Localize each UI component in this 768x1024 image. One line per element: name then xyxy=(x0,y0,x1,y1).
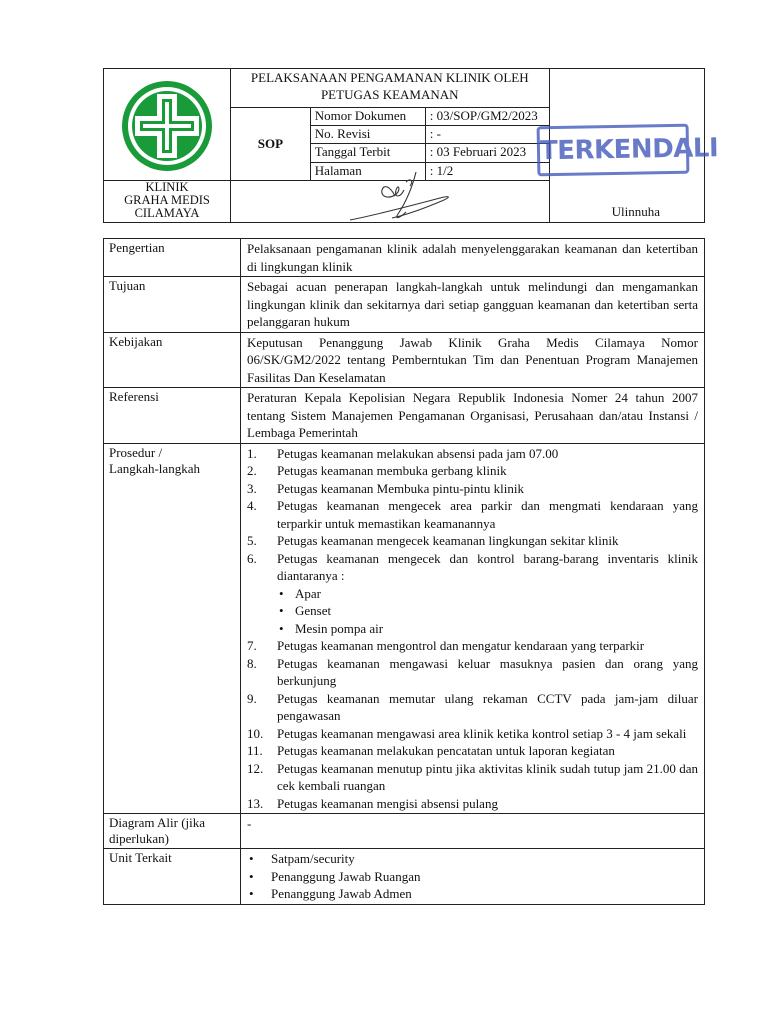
procedure-steps xyxy=(241,443,705,814)
terkendali-stamp: TERKENDALI xyxy=(537,124,690,177)
meta-label: Nomor Dokumen xyxy=(311,108,426,126)
meta-value: : 03/SOP/GM2/2023 xyxy=(425,108,548,126)
row-label: Kebijakan xyxy=(104,332,241,388)
row-value: Peraturan Kepala Kepolisian Negara Republik Indonesia Nomer 24 tahun 2007 tentang Sistem Manajemen Pengamanan Organisasi, Perusahaan dan/atau Instansi / Lembaga Pemerintah xyxy=(241,388,705,444)
list-item: • Mesin pompa air xyxy=(247,620,698,638)
row-label: Referensi xyxy=(104,388,241,444)
unit-list xyxy=(241,849,705,905)
row-value: - xyxy=(241,814,705,849)
signature-icon xyxy=(340,168,470,230)
row-kebijakan xyxy=(104,332,705,388)
list-item: 6. Petugas keamanan mengecek dan kontrol barang-barang inventaris klinik diantaranya : • Apar • Genset • Mesin pompa air xyxy=(247,550,698,638)
row-diagram-alir xyxy=(104,814,705,849)
list-item: 12. Petugas keamanan menutup pintu jika aktivitas klinik sudah tutup jam 21.00 dan cek kembali ruangan xyxy=(247,760,698,793)
list-item: 7. Petugas keamanan mengontrol dan mengatur kendaraan yang terparkir xyxy=(247,638,645,653)
list-item: • Genset xyxy=(247,602,698,620)
meta-value: : 03 Februari 2023 xyxy=(425,144,548,162)
row-tujuan xyxy=(104,277,705,333)
list-item: 9. Petugas keamanan memutar ulang rekaman CCTV pada jam-jam diluar pengawasan xyxy=(247,690,698,723)
row-pengertian xyxy=(104,239,705,277)
list-item: • Apar xyxy=(247,585,698,603)
row-prosedur xyxy=(104,443,705,814)
row-label: Unit Terkait xyxy=(104,849,241,905)
row-referensi xyxy=(104,388,705,444)
list-item: • Penanggung Jawab Ruangan xyxy=(247,868,698,886)
row-label: Prosedur / Langkah-langkah xyxy=(104,443,241,814)
meta-label: No. Revisi xyxy=(311,126,426,144)
list-item: • Satpam/security xyxy=(247,850,698,868)
list-item: 4. Petugas keamanan mengecek area parkir dan mengmati kendaraan yang terparkir untuk memastikan keamanannya xyxy=(247,498,698,531)
row-value: Pelaksanaan pengamanan klinik adalah menyelenggarakan keamanan dan ketertiban di lingkungan klinik xyxy=(241,239,705,277)
row-value: Keputusan Penanggung Jawab Klinik Graha Medis Cilamaya Nomor 06/SK/GM2/2022 tentang Pemberntukan Tim dan Penentuan Program Manajemen Fasilitas Dan Keselamatan xyxy=(241,332,705,388)
list-item: 1. Petugas keamanan melakukan absensi pada jam 07.00 xyxy=(247,445,559,461)
sop-content-table xyxy=(103,238,705,905)
row-label: Diagram Alir (jika diperlukan) xyxy=(104,814,241,849)
document-title: PELAKSANAAN PENGAMANAN KLINIK OLEH PETUGAS KEAMANAN xyxy=(230,69,549,108)
row-label: Tujuan xyxy=(104,277,241,333)
list-item: • Penanggung Jawab Admen xyxy=(247,885,698,903)
row-label: Pengertian xyxy=(104,239,241,277)
meta-value: : 1/2 xyxy=(425,162,548,180)
list-item: 13. Petugas keamanan mengisi absensi pulang xyxy=(247,795,498,811)
clinic-logo-icon xyxy=(104,69,229,177)
list-item: 2. Petugas keamanan membuka gerbang klinik xyxy=(247,463,507,478)
sop-label: SOP xyxy=(230,108,310,181)
list-item: 11. Petugas keamanan melakukan pencatatan untuk laporan kegiatan xyxy=(247,743,615,758)
list-item: 5. Petugas keamanan mengecek keamanan lingkungan sekitar klinik xyxy=(247,533,619,548)
list-item: 8. Petugas keamanan mengawasi keluar masuknya pasien dan orang yang berkunjung xyxy=(247,655,698,688)
list-item: 3. Petugas keamanan Membuka pintu-pintu klinik xyxy=(247,480,524,496)
inventory-sublist xyxy=(247,585,698,638)
signer-name: Ulinnuha xyxy=(611,204,660,219)
meta-value: : - xyxy=(425,126,548,144)
list-item: 10. Petugas keamanan mengawasi area klinik ketika kontrol setiap 3 - 4 jam sekali xyxy=(247,725,687,741)
row-value: Sebagai acuan penerapan langkah-langkah untuk melindungi dan mengamankan lingkungan klinik dan sekitarnya dari setiap gangguan keamanan dan ketertiban serta pelanggaran hukum xyxy=(241,277,705,333)
meta-label: Tanggal Terbit xyxy=(311,144,426,162)
clinic-name: KLINIK GRAHA MEDIS CILAMAYA xyxy=(104,181,231,223)
row-unit-terkait xyxy=(104,849,705,905)
meta-label: Halaman xyxy=(311,162,426,180)
clinic-logo-cell xyxy=(104,69,231,181)
